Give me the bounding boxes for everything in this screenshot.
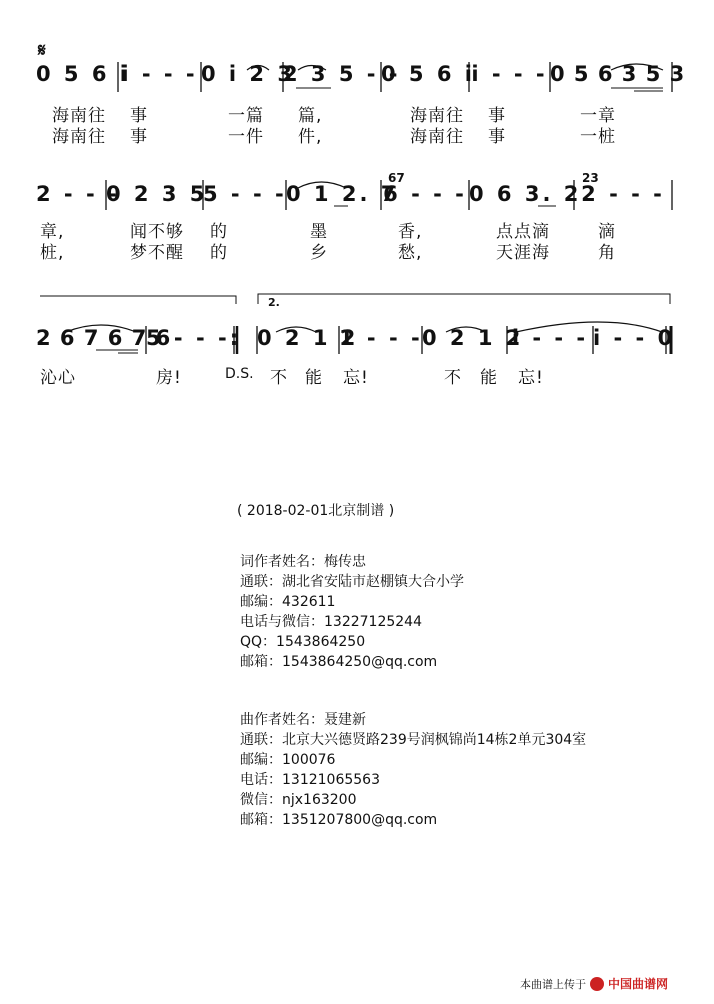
lyric: 乡 xyxy=(310,243,328,263)
measure: 0 2 1 2 xyxy=(257,326,359,350)
measure: i - - - xyxy=(121,62,198,86)
lyric: 桩, xyxy=(40,243,65,263)
segno-sign: 𝄋 xyxy=(38,40,46,61)
composer-email: 邮箱：1351207800@qq.com xyxy=(240,812,438,828)
grace-note: 67 xyxy=(388,171,405,185)
site-logo[interactable]: 中国曲谱网 xyxy=(608,977,669,991)
measure: 2 - - - xyxy=(581,182,665,206)
measure: i - - 0 xyxy=(593,326,676,350)
composer-address: 通联：北京大兴德贤路239号润枫锦尚14栋2单元304室 xyxy=(240,732,587,748)
composer-name: 曲作者姓名：聂建新 xyxy=(240,712,366,728)
lyric: 海南往 xyxy=(410,106,464,126)
measure: 5 - - -: xyxy=(146,326,242,350)
lyric: 海南往 xyxy=(52,106,106,126)
lyric: 海南往 xyxy=(52,127,106,147)
lyric: 不 xyxy=(444,368,462,388)
lyrics-row-1-verse-2 xyxy=(0,122,714,147)
volta-ending-label: 2. xyxy=(268,296,280,309)
measure: i - - - xyxy=(471,62,548,86)
lyric: 墨 xyxy=(310,222,328,242)
lyric: 章, xyxy=(40,222,65,242)
lyric: 事 xyxy=(130,127,148,147)
footer-text: 本曲谱上传于 xyxy=(520,977,586,991)
measure: 6 - - - xyxy=(383,182,467,206)
composer-postcode: 邮编：100076 xyxy=(240,752,336,768)
lyricist-email: 邮箱：1543864250@qq.com xyxy=(240,654,438,670)
lyric: 香, xyxy=(398,222,423,242)
measure: 1 - - - xyxy=(339,326,423,350)
measure: 0 1 2. 7 xyxy=(286,182,399,206)
lyrics-row-3 xyxy=(0,363,714,388)
lyricist-info xyxy=(240,552,464,672)
site-logo-icon xyxy=(590,977,604,991)
measure: i - - - xyxy=(511,326,589,350)
lyric: 件, xyxy=(298,127,323,147)
lyric: 篇, xyxy=(298,106,323,126)
lyric: 沁心 xyxy=(40,368,76,388)
measures-row-3 xyxy=(36,326,676,350)
measure: 2 3 5 - - xyxy=(283,62,401,86)
lyricist-name: 词作者姓名：梅传忠 xyxy=(240,554,366,570)
lyrics-row-2-verse-2 xyxy=(0,238,714,263)
measure: 0 6 3. 2 xyxy=(469,182,582,206)
lyric: 能 xyxy=(480,368,498,388)
lyric: 一章 xyxy=(580,106,616,126)
lyric: 房! xyxy=(156,368,182,388)
lyric: 滴 xyxy=(598,222,616,242)
lyric: 事 xyxy=(130,106,148,126)
lyric: 闻不够 xyxy=(130,222,184,242)
measure: 2 6 7 6 7 6 xyxy=(36,326,172,350)
lyrics-row-2-verse-1 xyxy=(0,217,714,242)
lyric: 忘! xyxy=(518,368,544,388)
lyric: 的 xyxy=(210,243,228,263)
lyricist-postcode: 邮编：432611 xyxy=(240,594,336,610)
composer-wechat: 微信：njx163200 xyxy=(240,792,357,808)
measure: 0 2 3 5 xyxy=(106,182,208,206)
measure: 5 - - - xyxy=(203,182,287,206)
lyric: 海南往 xyxy=(410,127,464,147)
lyrics-row-1-verse-1 xyxy=(0,101,714,126)
measure: 0 5 6 3 5 3 xyxy=(550,62,686,86)
date-line: ( 2018-02-01北京制谱 ) xyxy=(237,503,395,519)
lyric: 角 xyxy=(598,243,616,263)
measures-row-1 xyxy=(36,62,686,86)
lyric: 的 xyxy=(210,222,228,242)
lyric: 愁, xyxy=(398,243,423,263)
composer-phone: 电话：13121065563 xyxy=(240,772,380,788)
lyric: 忘! xyxy=(343,368,369,388)
lyric: 点点滴 xyxy=(496,222,550,242)
lyric: 梦不醒 xyxy=(130,243,184,263)
dal-segno-mark: D.S. xyxy=(225,366,254,382)
lyricist-address: 通联：湖北省安陆市赵棚镇大合小学 xyxy=(240,574,464,590)
measure: 0 5 6 i xyxy=(381,62,475,86)
measure: 2 - - - xyxy=(36,182,120,206)
lyric: 能 xyxy=(305,368,323,388)
measure: 0 5 6 i xyxy=(36,62,130,86)
lyric: 一桩 xyxy=(580,127,616,147)
lyricist-qq: QQ：1543864250 xyxy=(240,634,366,650)
lyric: 事 xyxy=(488,127,506,147)
footer xyxy=(520,975,668,992)
lyric: 一篇 xyxy=(228,106,264,126)
composer-info xyxy=(240,710,586,830)
lyric: 天涯海 xyxy=(496,243,550,263)
lyric: 不 xyxy=(270,368,288,388)
lyric: 一件 xyxy=(228,127,264,147)
lyric: 事 xyxy=(488,106,506,126)
measure: 0 2 1 2 xyxy=(422,326,524,350)
grace-note: 23 xyxy=(582,171,599,185)
lyricist-phone: 电话与微信：13227125244 xyxy=(240,614,422,630)
measures-row-2 xyxy=(36,182,672,206)
measure: 0 i 2 3 xyxy=(201,62,295,86)
